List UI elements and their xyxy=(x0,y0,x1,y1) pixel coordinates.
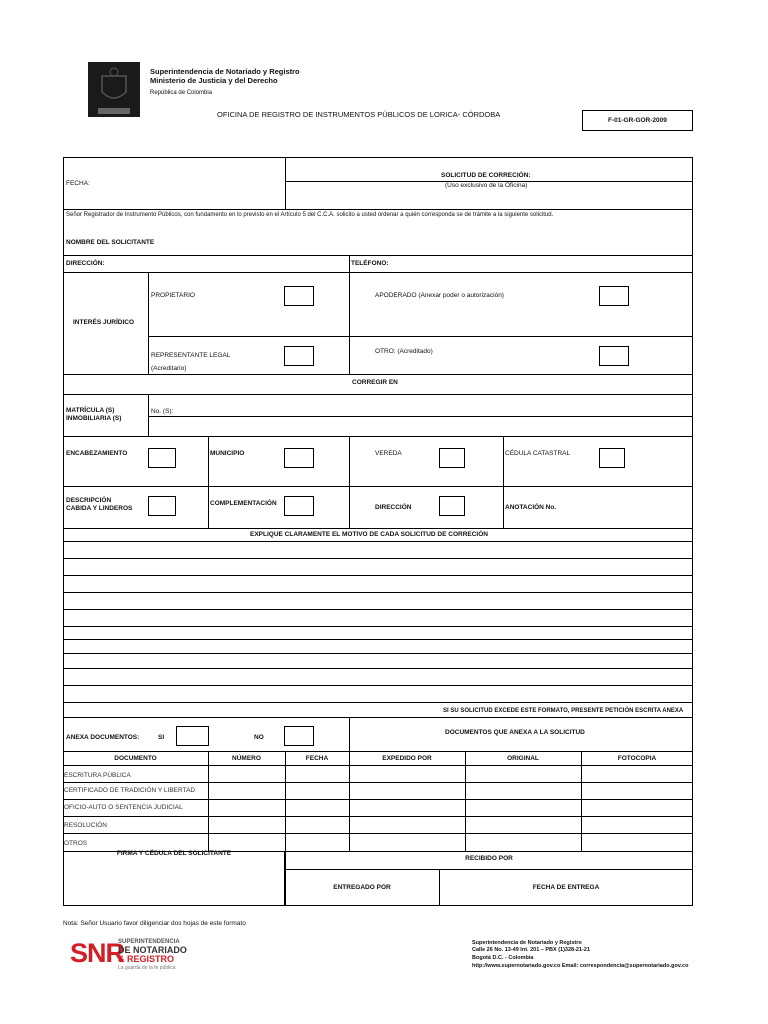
logo-line-1: SUPERINTENDENCIA xyxy=(118,939,180,945)
vereda-checkbox[interactable] xyxy=(439,448,465,468)
contact-line-4: http://www.supernotariado.gov.co Email: correspondencia@supernotariado.gov.co xyxy=(472,963,689,969)
overflow-note: SI SU SOLICITUD EXCEDE ESTE FORMATO, PRESENTE PETICIÓN ESCRITA ANEXA xyxy=(443,708,684,714)
attachments-label: ANEXA DOCUMENTOS: xyxy=(66,734,140,741)
proxy-label: APODERADO (Anexar poder o autorización) xyxy=(375,292,504,299)
matricula-label-2: INMOBILIARIA (S) xyxy=(66,415,122,422)
address-label: DIRECCIÓN: xyxy=(66,260,105,267)
date-label: FECHA: xyxy=(66,180,90,187)
doc-row-deed: ESCRITURA PÚBLICA xyxy=(64,772,131,779)
country-name: República de Colombia xyxy=(150,90,213,96)
footer-note: Nota: Señor Usuario favor diligenciar dos hojas de este formato xyxy=(63,920,246,927)
contact-line-1: Superintendencia de Notariado y Registro xyxy=(472,940,582,946)
column-document: DOCUMENTO xyxy=(114,755,157,762)
logo-line-2: DE NOTARIADO xyxy=(118,945,187,955)
form-code: F-01-GR-GOR-2009 xyxy=(608,117,667,124)
delivery-date-label: FECHA DE ENTREGA xyxy=(532,884,600,891)
intro-text: Señor Registrador de Instrumento Públicos, con fundamento en lo previsto en el Artículo 5 del C.C.A. solicito a usted ordenar a quién corresponda se de trámite a la siguiente solicitud. xyxy=(66,212,554,218)
explain-title: EXPLIQUE CLARAMENTE EL MOTIVO DE CADA SOLICITUD DE CORRECIÓN xyxy=(250,531,488,538)
column-date: FECHA xyxy=(305,755,329,762)
description-label-2: CABIDA Y LINDEROS xyxy=(66,505,133,512)
owner-label: PROPIETARIO xyxy=(151,292,195,299)
column-number: NÚMERO xyxy=(232,755,261,762)
heading-label: ENCABEZAMIENTO xyxy=(66,450,128,457)
office-use-note: (Uso exclusivo de la Oficina) xyxy=(445,182,528,189)
proxy-checkbox[interactable] xyxy=(599,286,629,306)
attachments-no-checkbox[interactable] xyxy=(284,726,314,746)
ministry-name: Ministerio de Justicia y del Derecho xyxy=(150,76,278,85)
snr-logo-letters: SNR xyxy=(70,938,125,968)
column-issued-by: EXPEDIDO POR xyxy=(382,755,432,762)
doc-row-other: OTROS xyxy=(64,840,88,847)
other-checkbox[interactable] xyxy=(599,346,629,366)
complementation-checkbox[interactable] xyxy=(284,496,314,516)
cadastral-checkbox[interactable] xyxy=(599,448,625,468)
attachments-no-label: NO xyxy=(254,734,264,741)
attached-documents-title: DOCUMENTOS QUE ANEXA A LA SOLICITUD xyxy=(445,729,585,736)
attachments-yes-checkbox[interactable] xyxy=(176,726,209,746)
logo-line-3: & REGISTRO xyxy=(118,954,175,964)
doc-row-certificate: CERTIFICADO DE TRADICIÓN Y LIBERTAD xyxy=(64,787,196,794)
vereda-label: VEREDA xyxy=(375,450,402,457)
municipality-checkbox[interactable] xyxy=(284,448,314,468)
column-original: ORIGINAL xyxy=(507,755,539,762)
address-field-label: DIRECCIÓN xyxy=(375,504,412,511)
form-code-box xyxy=(582,110,693,131)
heading-checkbox[interactable] xyxy=(148,448,176,468)
annotation-label: ANOTACIÓN No. xyxy=(505,504,557,511)
signature-box[interactable] xyxy=(63,851,285,906)
other-label: OTRO: (Acreditado) xyxy=(375,348,433,355)
matricula-number-label: No. (S): xyxy=(151,408,174,415)
signature-label: FIRMA Y CÉDULA DEL SOLICITANTE xyxy=(116,850,232,857)
contact-line-2: Calle 26 No. 13-49 Int. 201 – PBX (1)328-21-21 xyxy=(472,947,591,953)
legal-interest-label: INTERÉS JURÍDICO xyxy=(73,319,135,326)
owner-checkbox[interactable] xyxy=(284,286,314,306)
logo-tagline: La guarda de la fe pública xyxy=(118,965,176,971)
cadastral-label: CÉDULA CATASTRAL xyxy=(505,450,571,457)
phone-label: TELÉFONO: xyxy=(351,260,389,267)
delivered-by-label: ENTREGADO POR xyxy=(333,884,391,891)
doc-row-judicial: OFICIO-AUTO O SENTENCIA JUDICIAL xyxy=(64,804,183,811)
snr-logo xyxy=(70,937,190,973)
address-checkbox[interactable] xyxy=(439,496,465,516)
correction-request-title: SOLICITUD DE CORRECIÓN: xyxy=(441,172,531,179)
attachments-yes-label: SI xyxy=(158,734,165,741)
municipality-label: MUNICIPIO xyxy=(210,450,245,457)
coat-of-arms-logo xyxy=(88,62,140,117)
applicant-name-label: NOMBRE DEL SOLICITANTE xyxy=(66,239,155,246)
description-label-1: DESCRIPCIÓN xyxy=(66,497,112,504)
doc-row-resolution: RESOLUCIÓN xyxy=(64,822,107,829)
legal-rep-checkbox[interactable] xyxy=(284,346,314,366)
legal-rep-note: (Acreditario) xyxy=(151,365,187,372)
column-photocopy: FOTOCOPIA xyxy=(617,755,657,762)
correct-in-title: CORREGIR EN xyxy=(352,379,398,386)
matricula-label-1: MATRÍCULA (S) xyxy=(66,407,115,414)
description-checkbox[interactable] xyxy=(148,496,176,516)
entity-name: Superintendencia de Notariado y Registro xyxy=(150,67,300,76)
contact-line-3: Bogotá D.C. - Colombia xyxy=(472,955,534,961)
legal-rep-label: REPRESENTANTE LEGAL xyxy=(151,352,231,359)
received-by-label: RECIBIDO POR xyxy=(465,855,513,862)
office-title: OFICINA DE REGISTRO DE INSTRUMENTOS PÚBLICOS DE LORICA- CÓRDOBA xyxy=(217,110,501,119)
complementation-label: COMPLEMENTACIÓN xyxy=(210,500,277,507)
